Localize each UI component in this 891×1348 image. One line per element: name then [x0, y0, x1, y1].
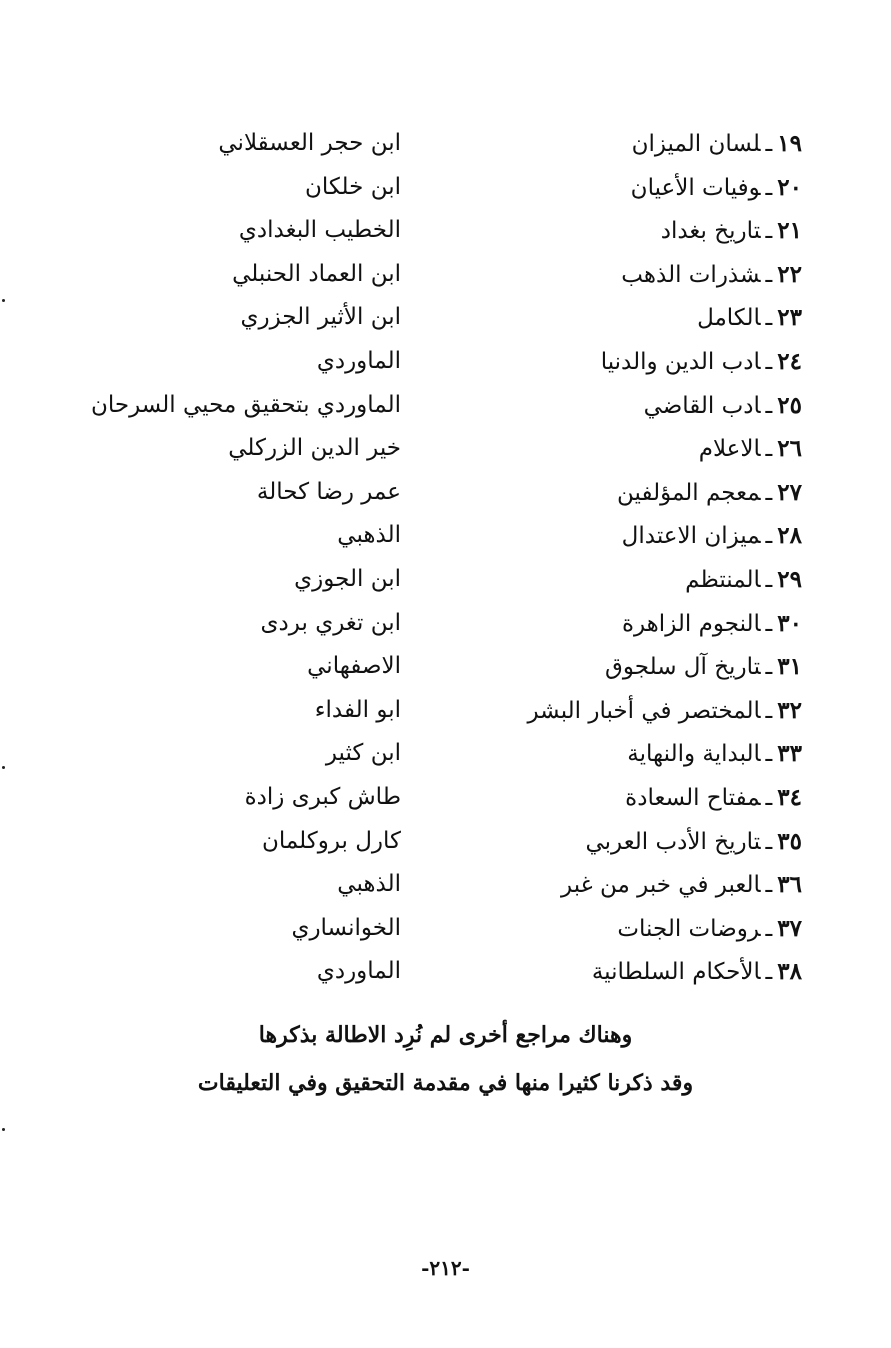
reference-title [605, 645, 802, 689]
reference-author: ابن العماد الحنبلي [232, 260, 401, 287]
reference-book-name: مفتاح السعادة [625, 784, 761, 811]
reference-row [0, 645, 891, 689]
reference-book-name: الأحكام السلطانية [591, 959, 761, 986]
reference-row [0, 384, 891, 428]
reference-separator: ـ [765, 523, 773, 550]
reference-author: ابن الأثير الجزري [240, 304, 401, 331]
reference-book-name: لسان الميزان [631, 131, 761, 157]
reference-book-name: المختصر في أخبار البشر [527, 697, 761, 724]
reference-author: الماوردي [316, 958, 401, 985]
reference-book-name: تاريخ بغداد [660, 218, 761, 245]
reference-row [0, 427, 891, 471]
scan-speck [2, 766, 5, 769]
reference-book-name: الاعلام [698, 436, 761, 463]
reference-separator: ـ [765, 348, 773, 375]
reference-number: ٢٥ [777, 391, 802, 419]
reference-title [699, 427, 802, 471]
reference-row [0, 558, 891, 602]
reference-number: ٣٦ [777, 871, 802, 899]
reference-number: ٢٧ [777, 478, 802, 506]
reference-separator: ـ [765, 959, 773, 986]
reference-number: ٢١ [777, 217, 802, 245]
reference-author: الذهبي [337, 871, 401, 898]
reference-book-name: ادب القاضي [643, 392, 761, 419]
reference-book-name: النجوم الزاهرة [621, 610, 761, 637]
reference-book-name: تاريخ الأدب العربي [585, 828, 761, 855]
reference-row [0, 820, 891, 864]
reference-book-name: وفيات الأعيان [630, 174, 761, 201]
reference-title [585, 820, 802, 864]
reference-author: الخوانساري [291, 914, 401, 941]
reference-separator: ـ [765, 261, 773, 288]
reference-separator: ـ [765, 436, 773, 463]
reference-number: ٢٦ [777, 435, 802, 463]
reference-title [627, 732, 802, 776]
reference-author: طاش كبرى زادة [244, 783, 401, 810]
reference-book-name: العبر في خبر من غبر [561, 872, 761, 899]
reference-title [697, 296, 802, 340]
reference-number: ٣٤ [777, 783, 802, 811]
reference-title [631, 166, 802, 210]
reference-author: ابن الجوزي [294, 565, 401, 592]
reference-author: ابن خلكان [304, 173, 401, 200]
reference-title [622, 514, 802, 558]
reference-book-name: تاريخ آل سلجوق [605, 654, 761, 681]
reference-book-name: ادب الدين والدنيا [600, 348, 761, 375]
reference-row [0, 689, 891, 733]
reference-author: ابن تغري بردى [260, 609, 401, 636]
reference-number: ٣٠ [777, 609, 802, 637]
reference-title [621, 253, 802, 297]
reference-separator: ـ [765, 479, 773, 506]
reference-number: ٣٥ [777, 827, 802, 855]
reference-separator: ـ [765, 784, 773, 811]
reference-row [0, 863, 891, 907]
reference-title [617, 471, 802, 515]
scan-speck [2, 299, 5, 302]
reference-title [561, 863, 802, 907]
reference-title [661, 209, 802, 253]
reference-row [0, 166, 891, 210]
reference-author: الماوردي [316, 347, 401, 374]
reference-book-name: روضات الجنات [617, 915, 761, 942]
reference-separator: ـ [765, 915, 773, 942]
reference-book-name: شذرات الذهب [621, 261, 761, 288]
reference-author: الاصفهاني [307, 653, 401, 680]
reference-separator: ـ [765, 828, 773, 855]
reference-book-name: معجم المؤلفين [617, 479, 761, 506]
reference-row [0, 471, 891, 515]
reference-number: ١٩ [777, 130, 802, 157]
reference-separator: ـ [765, 392, 773, 419]
closing-note-line-1: وهناك مراجع أخرى لم نُرِد الاطالة بذكرها [258, 1022, 633, 1048]
reference-author: ابن حجر العسقلاني [218, 130, 401, 156]
reference-row [0, 122, 891, 166]
reference-author: ابو الفداء [314, 696, 401, 723]
reference-title [685, 558, 802, 602]
reference-author: كارل بروكلمان [261, 827, 401, 854]
reference-separator: ـ [765, 697, 773, 724]
reference-row [0, 253, 891, 297]
reference-row [0, 950, 891, 994]
reference-title [622, 602, 802, 646]
reference-title [592, 950, 802, 994]
reference-separator: ـ [765, 305, 773, 332]
reference-number: ٢٠ [777, 173, 802, 201]
reference-row [0, 209, 891, 253]
reference-row [0, 732, 891, 776]
reference-title [617, 907, 802, 951]
reference-author: عمر رضا كحالة [256, 478, 401, 505]
reference-author: الماوردي بتحقيق محيي السرحان [90, 391, 401, 418]
reference-title [632, 122, 802, 166]
reference-number: ٢٨ [777, 522, 802, 550]
reference-title [644, 384, 802, 428]
closing-note-line-2: وقد ذكرنا كثيرا منها في مقدمة التحقيق وفي التعليقات [197, 1070, 694, 1096]
reference-author: خير الدين الزركلي [228, 435, 401, 462]
reference-book-name: الكامل [697, 305, 761, 332]
reference-row [0, 296, 891, 340]
reference-title [527, 689, 802, 733]
reference-number: ٣٧ [777, 914, 802, 942]
reference-separator: ـ [765, 174, 773, 201]
reference-separator: ـ [765, 610, 773, 637]
references-list [0, 122, 891, 994]
reference-row [0, 514, 891, 558]
reference-book-name: ميزان الاعتدال [621, 523, 761, 550]
reference-separator: ـ [765, 131, 773, 157]
reference-title [601, 340, 802, 384]
reference-separator: ـ [765, 566, 773, 593]
reference-title [625, 776, 802, 820]
reference-separator: ـ [765, 741, 773, 768]
reference-book-name: البداية والنهاية [627, 741, 761, 768]
reference-author: ابن كثير [325, 740, 401, 767]
reference-row [0, 907, 891, 951]
reference-number: ٣٢ [777, 696, 802, 724]
reference-number: ٣١ [777, 653, 802, 681]
page-number: -٢١٢- [421, 1256, 470, 1280]
reference-number: ٢٤ [777, 347, 802, 375]
reference-author: الذهبي [337, 522, 401, 549]
reference-number: ٢٣ [777, 304, 802, 332]
scan-speck [2, 1128, 5, 1131]
reference-number: ٣٨ [777, 958, 802, 986]
reference-author: الخطيب البغدادي [238, 217, 401, 244]
reference-separator: ـ [765, 218, 773, 245]
reference-row [0, 776, 891, 820]
reference-separator: ـ [765, 872, 773, 899]
reference-separator: ـ [765, 654, 773, 681]
reference-number: ٢٢ [777, 260, 802, 288]
reference-book-name: المنتظم [685, 566, 761, 593]
reference-row [0, 602, 891, 646]
reference-row [0, 340, 891, 384]
reference-number: ٢٩ [777, 565, 802, 593]
reference-number: ٣٣ [777, 740, 802, 768]
